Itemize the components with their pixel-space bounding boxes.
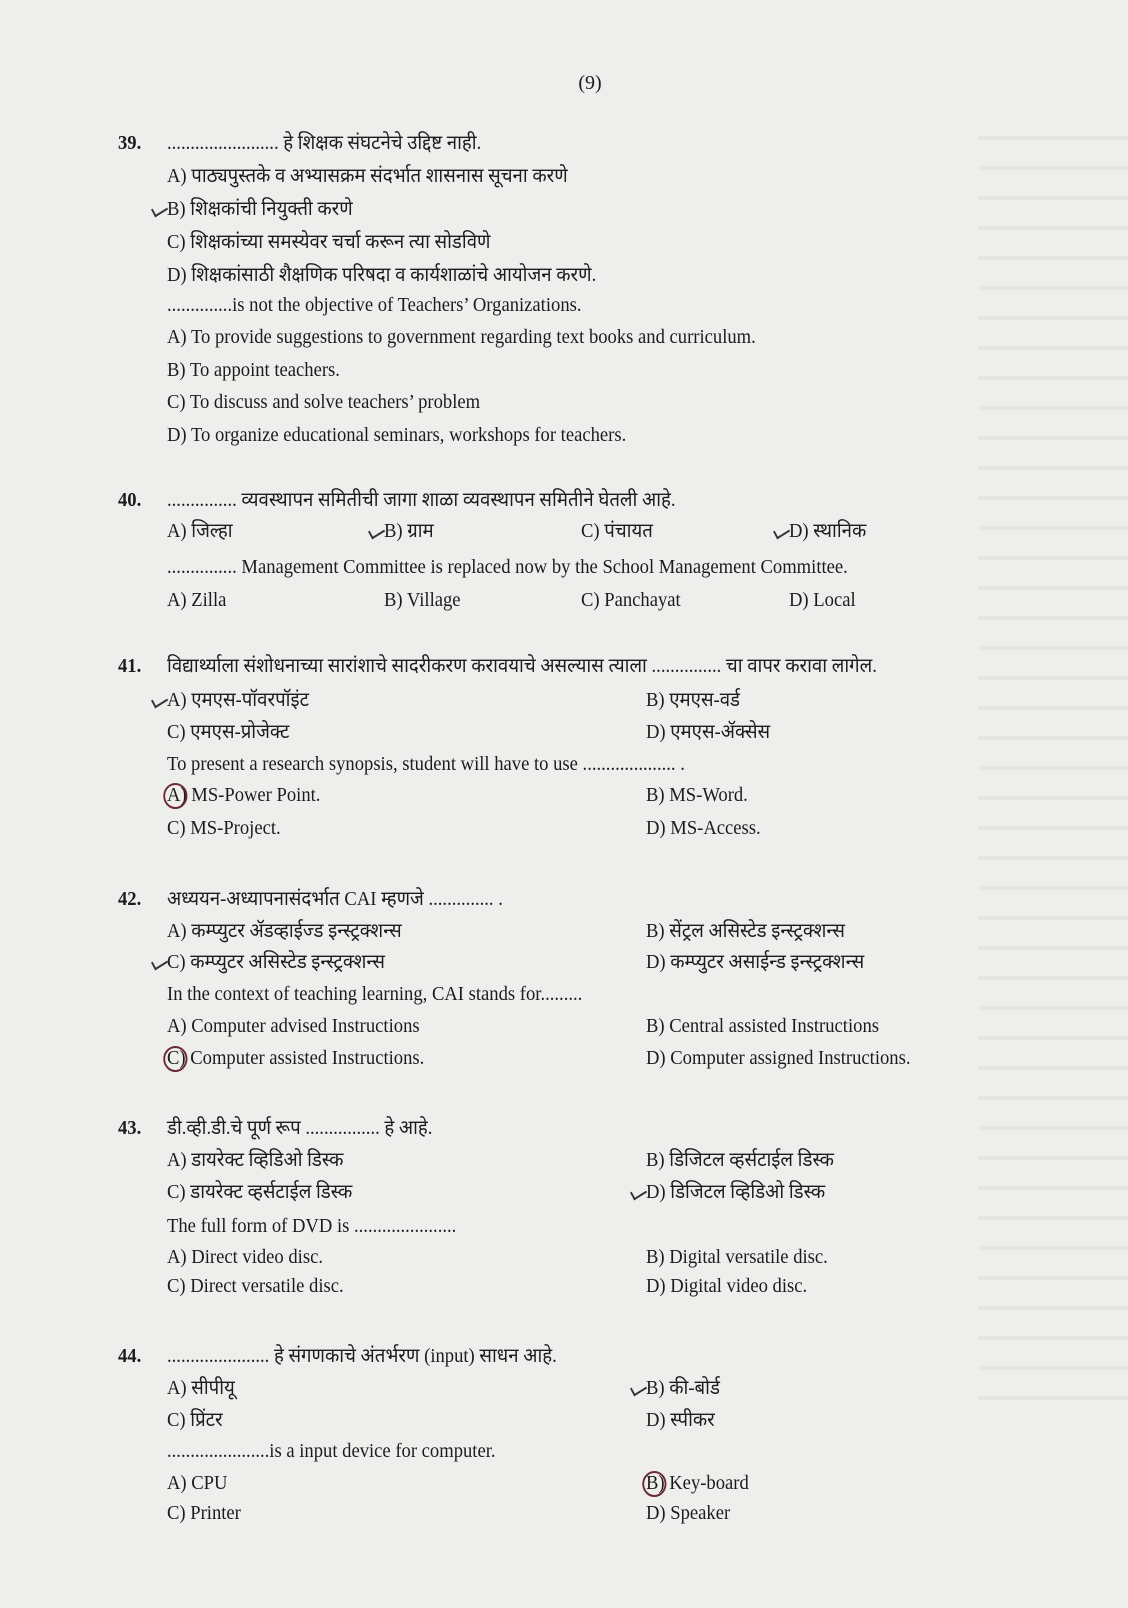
option-english: D) Speaker xyxy=(646,1502,731,1524)
option-english: B) MS-Word. xyxy=(646,784,748,806)
option-marathi: A) सीपीयू xyxy=(167,1377,235,1399)
option-marathi: A) एमएस-पॉवरपॉइंट xyxy=(167,689,309,711)
option-marathi: A) डायरेक्ट व्हिडिओ डिस्क xyxy=(167,1149,344,1171)
option-english: B) To appoint teachers. xyxy=(167,359,340,381)
question-stem-english: ..............is not the objective of Teachers’ Organizations. xyxy=(167,294,582,316)
option-marathi: B) ग्राम xyxy=(384,520,434,542)
option-marathi: C) कम्प्युटर असिस्टेड इन्स्ट्रक्शन्स xyxy=(167,951,385,973)
question-number: 43. xyxy=(118,1117,142,1139)
option-marathi: C) एमएस-प्रोजेक्ट xyxy=(167,721,290,743)
option-marathi: B) शिक्षकांची नियुक्ती करणे xyxy=(167,198,353,220)
show-through-text xyxy=(978,110,1128,1410)
option-marathi: B) की-बोर्ड xyxy=(646,1377,720,1399)
option-english: A) CPU xyxy=(167,1472,228,1494)
question-stem-marathi: डी.व्ही.डी.चे पूर्ण रूप ................ हे आहे. xyxy=(167,1117,433,1139)
question-stem-english: To present a research synopsis, student will have to use .................... . xyxy=(167,753,685,775)
option-english: D) Local xyxy=(789,589,856,611)
option-english: A) Zilla xyxy=(167,589,227,611)
option-marathi: D) शिक्षकांसाठी शैक्षणिक परिषदा व कार्यशाळांचे आयोजन करणे. xyxy=(167,264,597,286)
option-marathi: B) डिजिटल व्हर्सटाईल डिस्क xyxy=(646,1149,834,1171)
option-english: D) Computer assigned Instructions. xyxy=(646,1047,911,1069)
option-english: C) Panchayat xyxy=(581,589,681,611)
option-english: B) Village xyxy=(384,589,461,611)
option-marathi: C) डायरेक्ट व्हर्सटाईल डिस्क xyxy=(167,1181,353,1203)
option-english: A) To provide suggestions to government regarding text books and curriculum. xyxy=(167,326,756,348)
option-marathi: D) स्पीकर xyxy=(646,1409,715,1431)
question-number: 40. xyxy=(118,489,142,511)
option-english: C) Direct versatile disc. xyxy=(167,1275,344,1297)
question-stem-marathi: अध्ययन-अध्यापनासंदर्भात CAI म्हणजे .............. . xyxy=(167,888,503,910)
option-marathi: D) एमएस-ॲक्सेस xyxy=(646,721,771,743)
question-stem-english: In the context of teaching learning, CAI stands for......... xyxy=(167,983,583,1005)
question-number: 39. xyxy=(118,132,142,154)
option-marathi: B) एमएस-वर्ड xyxy=(646,689,741,711)
option-marathi: B) सेंट्रल असिस्टेड इन्स्ट्रक्शन्स xyxy=(646,920,845,942)
option-english: C) MS-Project. xyxy=(167,817,281,839)
option-marathi: A) पाठ्यपुस्तके व अभ्यासक्रम संदर्भात शासनास सूचना करणे xyxy=(167,165,568,187)
page-number: (9) xyxy=(578,72,602,94)
option-marathi: A) जिल्हा xyxy=(167,520,233,542)
question-stem-english: The full form of DVD is ...................... xyxy=(167,1215,457,1237)
option-marathi: C) पंचायत xyxy=(581,520,653,542)
option-english: B) Central assisted Instructions xyxy=(646,1015,879,1037)
question-stem-marathi: ...................... हे संगणकाचे अंतर्भरण (input) साधन आहे. xyxy=(167,1345,557,1367)
question-stem-marathi: विद्यार्थ्याला संशोधनाच्या सारांशाचे सादरीकरण करावयाचे असल्यास त्याला ............... चा वापर करावा लागेल. xyxy=(167,655,877,677)
option-english: B) Key-board xyxy=(646,1472,749,1494)
option-english: A) Direct video disc. xyxy=(167,1246,323,1268)
question-number: 41. xyxy=(118,655,142,677)
option-marathi: C) शिक्षकांच्या समस्येवर चर्चा करून त्या सोडविणे xyxy=(167,231,491,253)
question-stem-english: ......................is a input device for computer. xyxy=(167,1440,496,1462)
question-number: 44. xyxy=(118,1345,142,1367)
option-english: B) Digital versatile disc. xyxy=(646,1246,828,1268)
option-english: C) To discuss and solve teachers’ problem xyxy=(167,391,481,413)
option-marathi: C) प्रिंटर xyxy=(167,1409,223,1431)
option-marathi: D) डिजिटल व्हिडिओ डिस्क xyxy=(646,1181,826,1203)
option-english: A) Computer advised Instructions xyxy=(167,1015,420,1037)
question-number: 42. xyxy=(118,888,142,910)
question-stem-marathi: ............... व्यवस्थापन समितीची जागा शाळा व्यवस्थापन समितीने घेतली आहे. xyxy=(167,489,676,511)
option-english: D) Digital video disc. xyxy=(646,1275,808,1297)
option-english: A) MS-Power Point. xyxy=(167,784,321,806)
question-stem-marathi: ........................ हे शिक्षक संघटनेचे उद्दिष्ट नाही. xyxy=(167,132,482,154)
option-marathi: A) कम्प्युटर ॲडव्हाईज्ड इन्स्ट्रक्शन्स xyxy=(167,920,402,942)
option-english: D) To organize educational seminars, workshops for teachers. xyxy=(167,424,627,446)
option-english: C) Computer assisted Instructions. xyxy=(167,1047,425,1069)
option-marathi: D) स्थानिक xyxy=(789,520,867,542)
option-english: D) MS-Access. xyxy=(646,817,761,839)
option-marathi: D) कम्प्युटर असाईन्ड इन्स्ट्रक्शन्स xyxy=(646,951,865,973)
option-english: C) Printer xyxy=(167,1502,241,1524)
question-stem-english: ............... Management Committee is replaced now by the School Management Committee. xyxy=(167,556,848,578)
